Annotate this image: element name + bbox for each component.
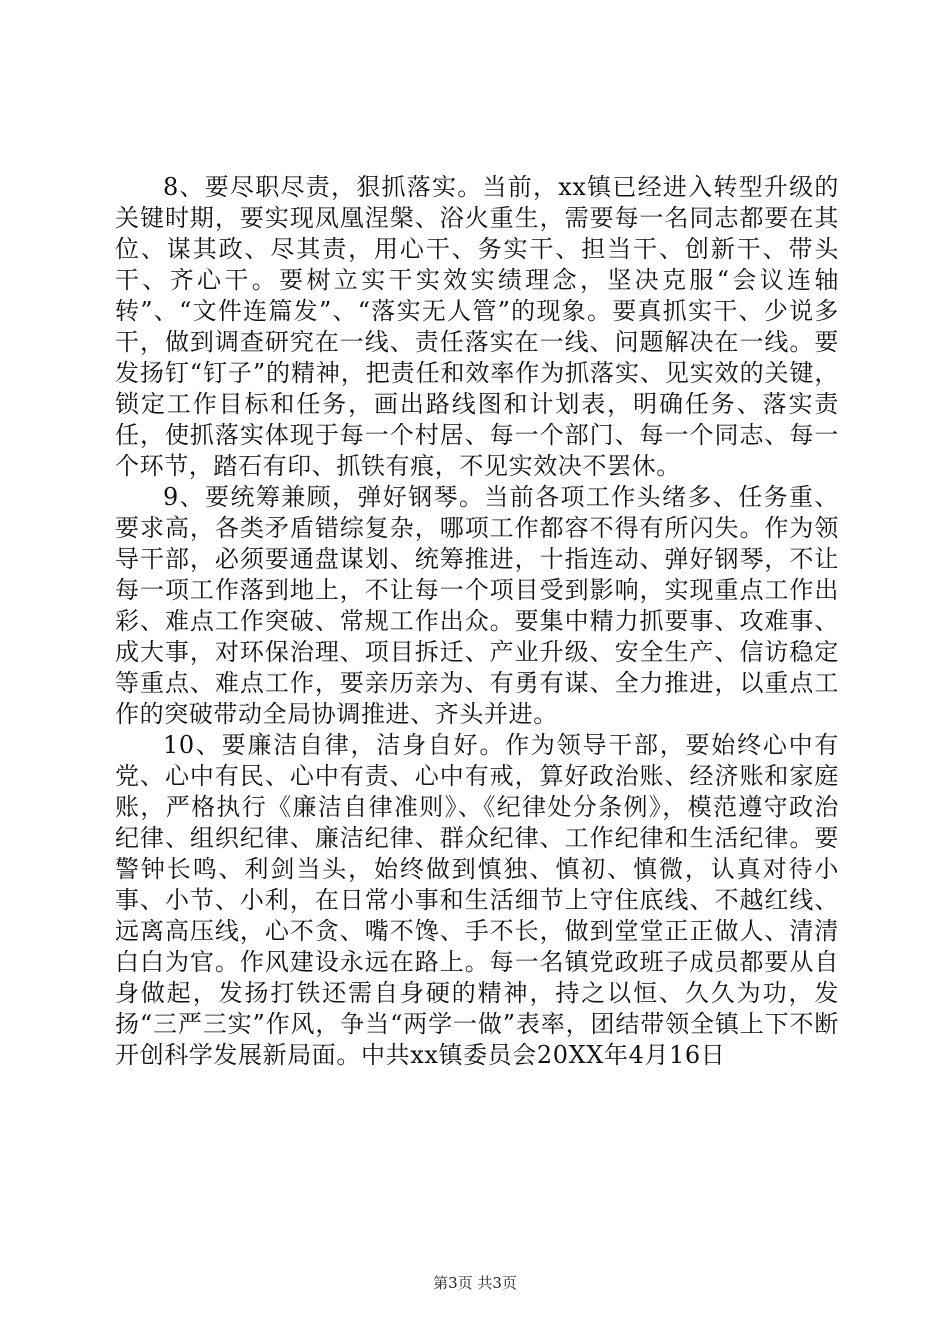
page-footer: 第3页 共3页 — [433, 1274, 517, 1292]
paragraph-9: 9、要统筹兼顾，弹好钢琴。当前各项工作头绪多、任务重、要求高，各类矛盾错综复杂，哪项工作都容不得有所闪失。作为领导干部，必须要通盘谋划、统筹推进，十指连动、弹好钢琴，不让每一项工作落到地上，不让每一个项目受到影响，实现重点工作出彩、难点工作突破、常规工作出众。要集中精力抓要事、攻难事、成大事，对环保治理、项目拆迁、产业升级、安全生产、信访稳定等重点、难点工作，要亲历亲为、有勇有谋、全力推进，以重点工作的突破带动全局协调推进、齐头并进。 — [115, 483, 839, 728]
document-body — [115, 172, 839, 1071]
paragraph-10: 10、要廉洁自律，洁身自好。作为领导干部，要始终心中有党、心中有民、心中有责、心中有戒，算好政治账、经济账和家庭账，严格执行《廉洁自律准则》、《纪律处分条例》，模范遵守政治纪律、组织纪律、廉洁纪律、群众纪律、工作纪律和生活纪律。要警钟长鸣、利剑当头，始终做到慎独、慎初、慎微，认真对待小事、小节、小利，在日常小事和生活细节上守住底线、不越红线、远离高压线，心不贪、嘴不馋、手不长，做到堂堂正正做人、清清白白为官。作风建设永远在路上。每一名镇党政班子成员都要从自身做起，发扬打铁还需自身硬的精神，持之以恒、久久为功，发扬“三严三实”作风，争当“两学一做”表率，团结带领全镇上下不断开创科学发展新局面。中共xx镇委员会20XX年4月16日 — [115, 731, 839, 1069]
paragraph-8: 8、要尽职尽责，狠抓落实。当前，xx镇已经进入转型升级的关键时期，要实现凤凰涅槃、浴火重生，需要每一名同志都要在其位、谋其政、尽其责，用心干、务实干、担当干、创新干、带头干、齐心干。要树立实干实效实绩理念，坚决克服“会议连轴转”、“文件连篇发”、“落实无人管”的现象。要真抓实干、少说多干，做到调查研究在一线、责任落实在一线、问题解决在一线。要发扬钉“钉子”的精神，把责任和效率作为抓落实、见实效的关键，锁定工作目标和任务，画出路线图和计划表，明确任务、落实责任，使抓落实体现于每一个村居、每一个部门、每一个同志、每一个环节，踏石有印、抓铁有痕，不见实效决不罢休。 — [115, 173, 839, 480]
